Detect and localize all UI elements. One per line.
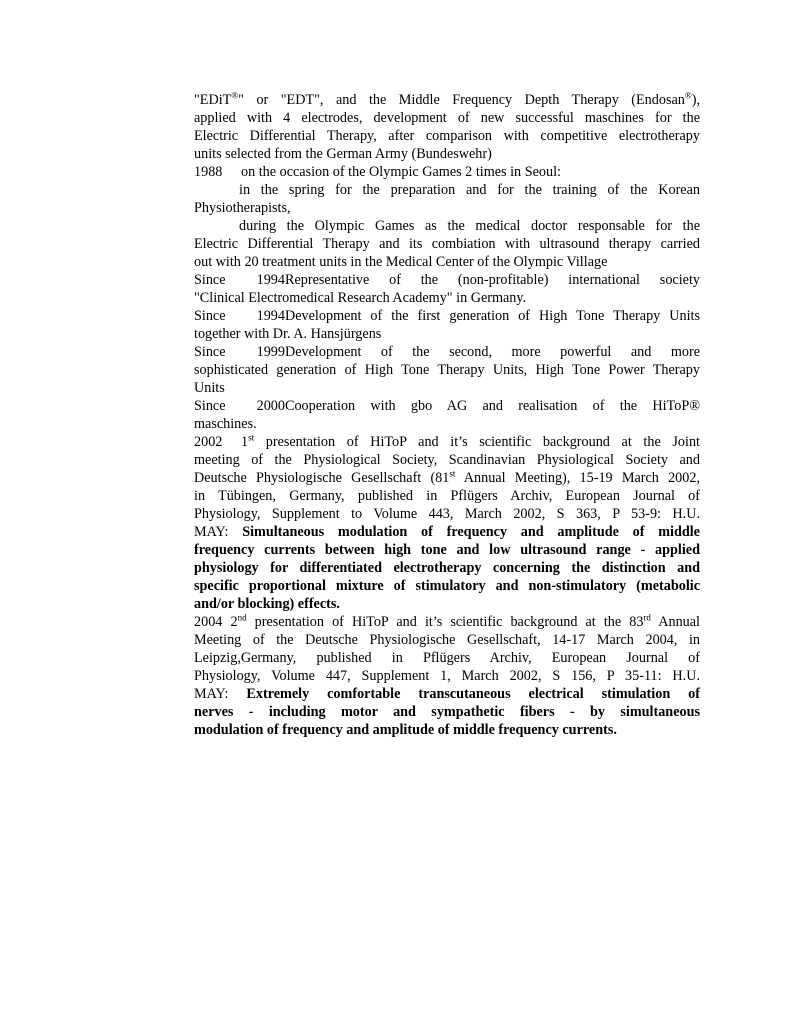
- text-line: units selected from the German Army (Bundeswehr): [194, 146, 492, 162]
- text-line: Physiotherapists,: [194, 200, 291, 216]
- text-line: "Clinical Electromedical Research Academy" in Germany.: [194, 290, 527, 306]
- entry-since-1999: Since 1999Development of the second, more powerful and more: [194, 344, 700, 360]
- text-line: and/or blocking) effects.: [194, 596, 340, 612]
- text-line: in the spring for the preparation and for the training of the Korean: [239, 182, 700, 198]
- text-line: frequency currents between high tone and low ultrasound range - applied: [194, 542, 700, 558]
- entry-since-1994-a: Since 1994Representative of the (non-profitable) international society: [194, 272, 700, 288]
- text-line: meeting of the Physiological Society, Scandinavian Physiological Society and: [194, 452, 700, 468]
- entry-since-1994-b: Since 1994Development of the first generation of High Tone Therapy Units: [194, 308, 700, 324]
- document-body: [194, 91, 700, 739]
- text-line: "EDiT®" or "EDT", and the Middle Frequency Depth Therapy (Endosan®),: [194, 90, 700, 108]
- text-line: in Tübingen, Germany, published in Pflügers Archiv, European Journal of: [194, 488, 700, 504]
- text-line: specific proportional mixture of stimulatory and non-stimulatory (metabolic: [194, 578, 700, 594]
- text-line: MAY: Extremely comfortable transcutaneous electrical stimulation of: [194, 686, 700, 702]
- text-line: nerves - including motor and sympathetic fibers - by simultaneous: [194, 704, 700, 720]
- text-line: during the Olympic Games as the medical doctor responsable for the: [239, 218, 700, 234]
- text-line: Physiology, Supplement to Volume 443, March 2002, S 363, P 53-9: H.U.: [194, 506, 700, 522]
- text-line: Units: [194, 380, 225, 396]
- entry-since-2000: Since 2000Cooperation with gbo AG and realisation of the HiToP®: [194, 398, 700, 414]
- entry-2002: 2002 1st presentation of HiToP and it’s scientific background at the Joint: [194, 432, 700, 450]
- text-line: Meeting of the Deutsche Physiologische Gesellschaft, 14-17 March 2004, in: [194, 632, 700, 648]
- text-line: Physiology, Volume 447, Supplement 1, March 2002, S 156, P 35-11: H.U.: [194, 668, 700, 684]
- text-line: Deutsche Physiologische Gesellschaft (81st Annual Meeting), 15-19 March 2002,: [194, 468, 700, 486]
- text-line: Electric Differential Therapy, after comparison with competitive electrotherapy: [194, 128, 700, 144]
- text-line: together with Dr. A. Hansjürgens: [194, 326, 382, 342]
- text-line: out with 20 treatment units in the Medical Center of the Olympic Village: [194, 254, 608, 270]
- entry-2004: 2004 2nd presentation of HiToP and it’s scientific background at the 83rd Annual: [194, 612, 701, 630]
- entry-1988: 1988 on the occasion of the Olympic Games 2 times in Seoul:: [194, 164, 561, 180]
- text-line: physiology for differentiated electrotherapy concerning the distinction and: [194, 560, 700, 576]
- text-line: modulation of frequency and amplitude of middle frequency currents.: [194, 722, 617, 738]
- text-line: MAY: Simultaneous modulation of frequency and amplitude of middle: [194, 524, 700, 540]
- text-line: maschines.: [194, 416, 257, 432]
- text-line: applied with 4 electrodes, development of new successful maschines for the: [194, 110, 700, 126]
- text-line: sophisticated generation of High Tone Therapy Units, High Tone Power Therapy: [194, 362, 700, 378]
- text-line: Electric Differential Therapy and its combiation with ultrasound therapy carried: [194, 236, 700, 252]
- text-line: Leipzig,Germany, published in Pflügers Archiv, European Journal of: [194, 650, 700, 666]
